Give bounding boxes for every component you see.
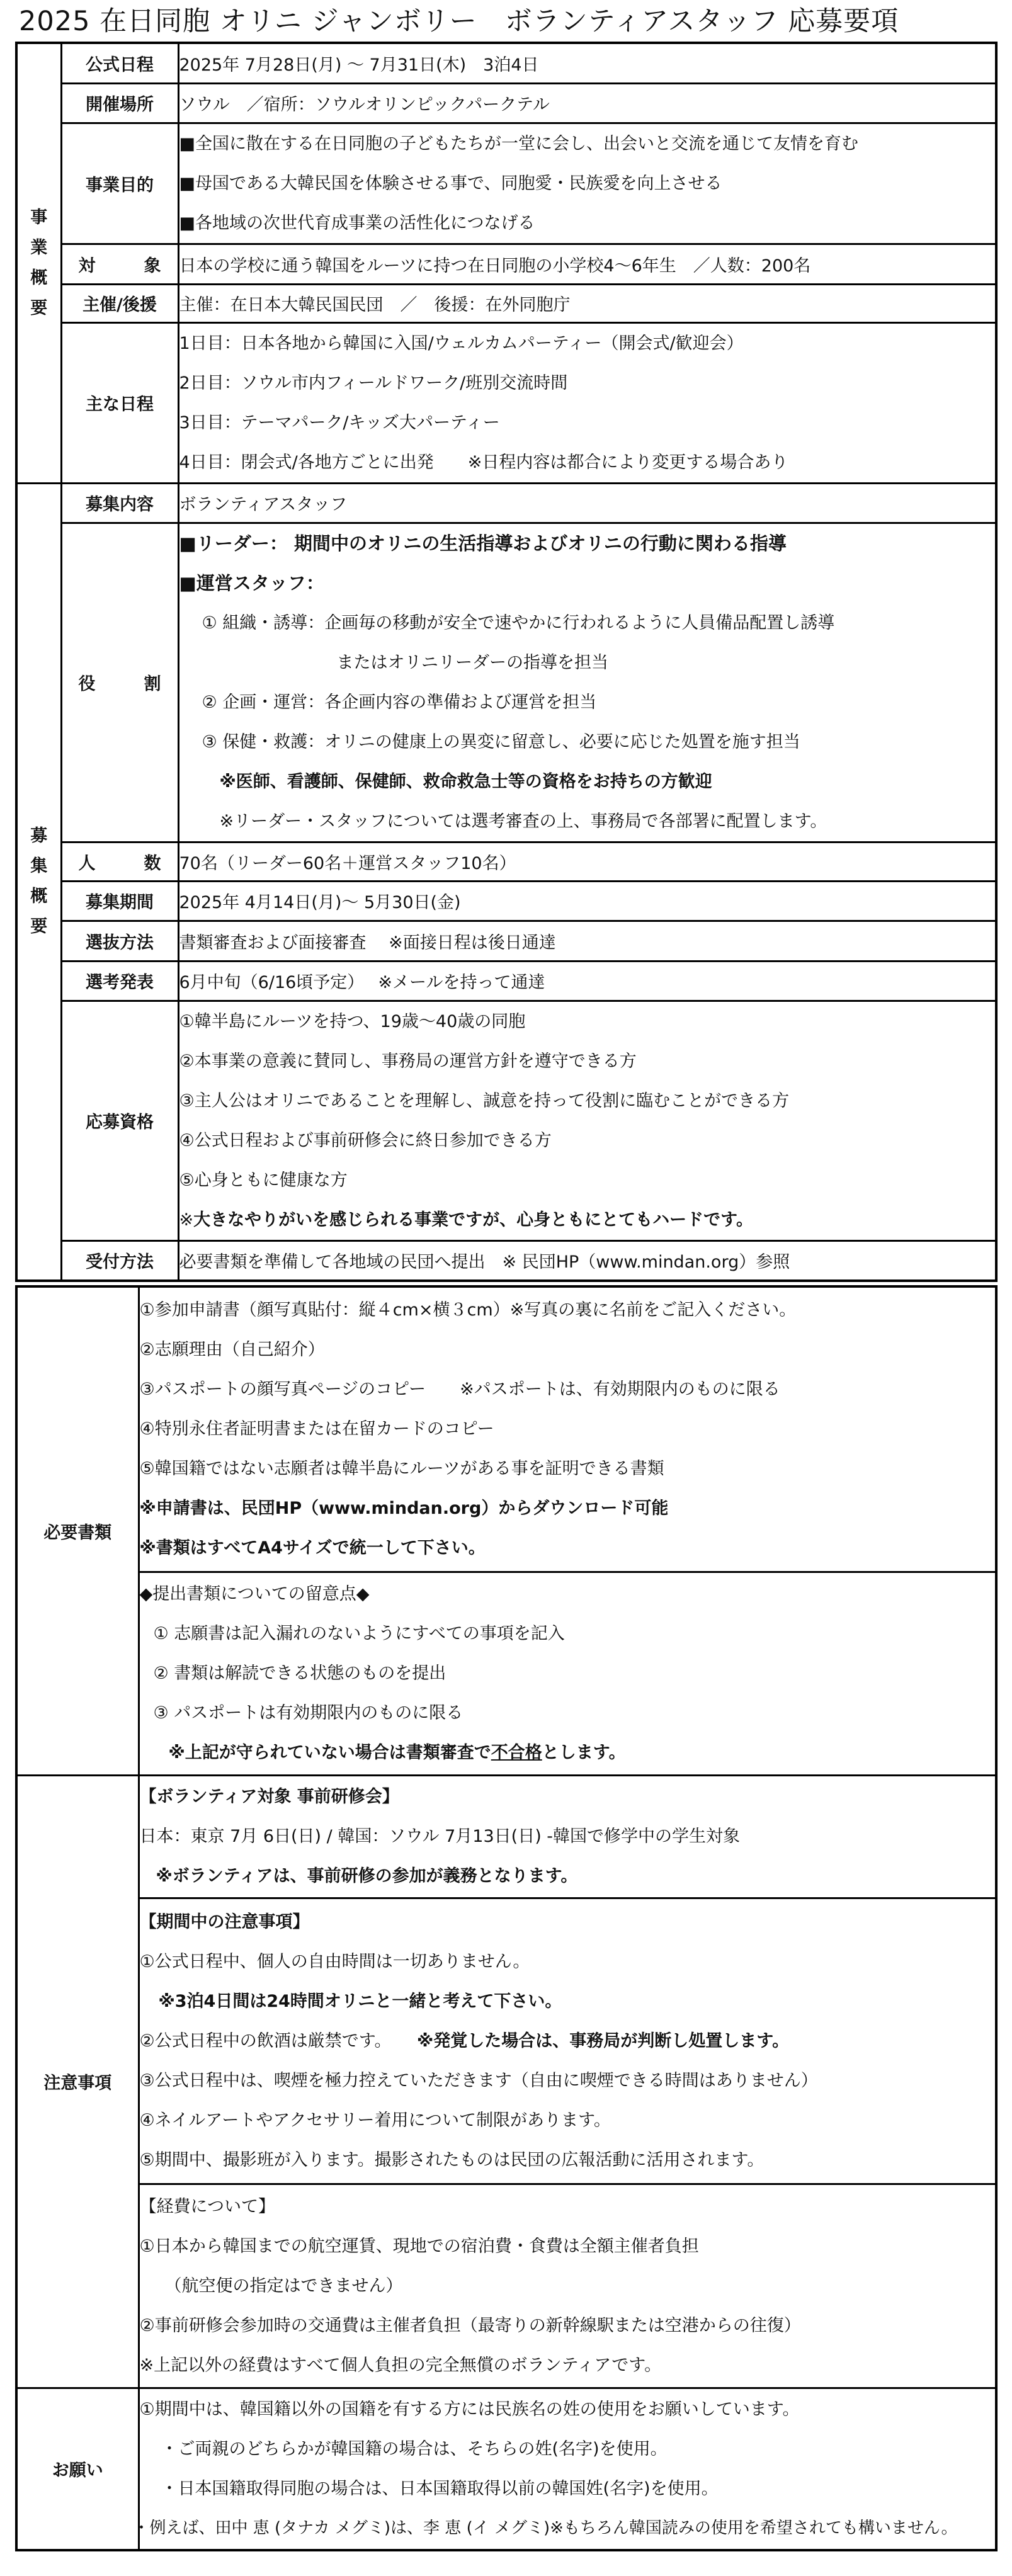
notes-training	[139, 1775, 996, 1898]
group-label-char: 業	[30, 237, 48, 258]
group-label-char: 概	[30, 268, 48, 288]
eligibility-item: ③主人公はオリニであることを理解し、誠意を持って役割に臨むことができる方	[179, 1091, 790, 1111]
group-label-char: 要	[30, 917, 48, 937]
value-main-schedule	[178, 322, 996, 483]
document-item: ①参加申請書（顔写真貼付：縦４cm×横３cm）※写真の裏に名前をご記入ください。	[139, 1300, 797, 1320]
during-item-text: ②公式日程中の飲酒は厳禁です。	[139, 2031, 418, 2051]
overview-table	[15, 42, 998, 1282]
role-staff-heading: ■運営スタッフ：	[179, 572, 324, 594]
row-recruit	[16, 483, 996, 523]
label-roles-right: 割	[144, 674, 161, 694]
during-item	[140, 2021, 996, 2061]
during-item-note: ※3泊4日間は24時間オリニと一緒と考えて下さい。	[158, 1991, 562, 2011]
eligibility-note-text: 大きなやりがいを感じられる事業ですが、心身ともにとてもハードです。	[193, 1210, 753, 1230]
role-staff-item: ② 企画・運営：各企画内容の準備および運営を担当	[202, 692, 597, 712]
caution-item: ① 志願書は記入漏れのないようにすべての事項を記入	[153, 1624, 565, 1643]
during-heading: 【期間中の注意事項】	[139, 1912, 310, 1932]
label-recruit: 募集内容	[61, 483, 178, 523]
group-label-char: 集	[30, 856, 48, 877]
label-notes: 注意事項	[16, 1775, 139, 2388]
schedule-day: 2日目：ソウル市内フィールドワーク/班別交流時間	[179, 373, 568, 393]
value-selection: 書類審査および面接審査 ※面接日程は後日通達	[178, 921, 996, 961]
document-item: ②志願理由（自己紹介）	[139, 1340, 325, 1360]
costs-item: ②事前研修会参加時の交通費は主催者負担（最寄りの新幹線駅または空港からの往復）	[139, 2315, 801, 2335]
notes-during	[139, 1898, 996, 2184]
value-venue: ソウル ／宿所：ソウルオリンピックパークテル	[178, 83, 996, 123]
row-eligibility	[16, 1001, 996, 1240]
value-target: 日本の学校に通う韓国をルーツに持つ在日同胞の小学校4～6年生 ／人数：200名	[178, 244, 996, 284]
role-leader: ■リーダー： 期間中のオリニの生活指導およびオリニの行動に関わる指導	[179, 532, 787, 554]
label-period: 募集期間	[61, 881, 178, 921]
row-notes-during	[16, 1898, 996, 2184]
document-item: ⑤韓国籍ではない志願者は韓半島にルーツがある事を証明できる書類	[139, 1459, 664, 1479]
label-schedule: 公式日程	[61, 43, 178, 83]
caution-item: ② 書類は解読できる状態のものを提出	[153, 1664, 446, 1683]
value-period: 2025年 4月14日(月)～ 5月30日(金)	[178, 881, 996, 921]
value-purpose	[178, 123, 996, 244]
row-count	[16, 842, 996, 881]
documents-list	[139, 1286, 996, 1572]
notes-costs	[139, 2184, 996, 2388]
training-heading: 【ボランティア対象 事前研修会】	[139, 1787, 399, 1807]
label-count-right: 数	[144, 853, 161, 873]
group-label-char: 事	[30, 207, 48, 227]
row-selection	[16, 921, 996, 961]
costs-item-sub: （航空便の指定はできません）	[164, 2276, 403, 2296]
label-count	[61, 842, 178, 881]
note-mark: ※	[179, 1210, 194, 1230]
documents-caution	[139, 1572, 996, 1775]
row-documents	[16, 1286, 996, 1572]
purpose-line: ■各地域の次世代育成事業の活性化につなげる	[179, 213, 535, 233]
costs-note: ※上記以外の経費はすべて個人負担の完全無償のボランティアです。	[139, 2355, 662, 2375]
value-reception: 必要書類を準備して各地域の民団へ提出 ※ 民団HP（www.mindan.org）参照	[178, 1240, 996, 1281]
eligibility-item: ①韓半島にルーツを持つ、19歳～40歳の同胞	[179, 1011, 526, 1031]
label-reception: 受付方法	[61, 1240, 178, 1281]
value-announce: 6月中旬（6/16頃予定） ※メールを持って通達	[178, 961, 996, 1001]
label-target-left: 対	[78, 256, 117, 276]
details-table	[15, 1285, 998, 2551]
label-target-right: 象	[144, 256, 161, 276]
group-label-char: 概	[30, 887, 48, 907]
eligibility-note	[179, 1200, 996, 1240]
label-count-left: 人	[78, 853, 117, 873]
label-main-schedule: 主な日程	[61, 322, 178, 483]
costs-item: ①日本から韓国までの航空運賃、現地での宿泊費・食費は全額主催者負担	[139, 2236, 699, 2256]
row-venue	[16, 83, 996, 123]
row-notes-training	[16, 1775, 996, 1898]
purpose-line: ■母国である大韓民国を体験させる事で、同胞愛・民族愛を向上させる	[179, 173, 722, 193]
group-label-business-overview	[16, 43, 61, 483]
caution-fail-note	[140, 1733, 996, 1773]
request-line: ・ご両親のどちらかが韓国籍の場合は、そちらの姓(名字)を使用。	[161, 2439, 668, 2459]
value-recruit: ボランティアスタッフ	[178, 483, 996, 523]
during-item-note: ※発覚した場合は、事務局が判断し処置します。	[417, 2031, 790, 2051]
value-roles	[178, 523, 996, 842]
role-staff-item: またはオリニリーダーの指導を担当	[336, 652, 608, 672]
document-note: ※書類はすべてA4サイズで統一して下さい。	[139, 1538, 486, 1558]
label-roles	[61, 523, 178, 842]
purpose-line: ■全国に散在する在日同胞の子どもたちが一堂に会し、出会いと交流を通じて友情を育む	[179, 133, 859, 154]
costs-heading: 【経費について】	[139, 2196, 275, 2216]
document-item: ③パスポートの顔写真ページのコピー ※パスポートは、有効期限内のものに限る	[139, 1380, 780, 1400]
during-item: ③公式日程中は、喫煙を極力控えていただきます（自由に喫煙できる時間はありません）	[139, 2070, 818, 2091]
value-count: 70名（リーダー60名＋運営スタッフ10名）	[178, 842, 996, 881]
label-eligibility: 応募資格	[61, 1001, 178, 1240]
role-assign-note: ※リーダー・スタッフについては選考審査の上、事務局で各部署に配置します。	[219, 811, 827, 831]
row-schedule	[16, 43, 996, 83]
label-venue: 開催場所	[61, 83, 178, 123]
page-title: 2025 在日同胞 オリニ ジャンボリー ボランティアスタッフ 応募要項	[19, 6, 899, 37]
during-item: ④ネイルアートやアクセサリー着用について制限があります。	[139, 2110, 611, 2130]
document-item: ④特別永住者証明書または在留カードのコピー	[139, 1419, 494, 1439]
schedule-day: 4日目：閉会式/各地方ごとに出発 ※日程内容は都合により変更する場合あり	[179, 452, 788, 472]
row-announce	[16, 961, 996, 1001]
label-roles-left: 役	[78, 674, 117, 694]
value-eligibility	[178, 1001, 996, 1240]
group-label-char: 要	[30, 298, 48, 318]
during-item: ①公式日程中、個人の自由時間は一切ありません。	[139, 1951, 530, 1972]
label-documents: 必要書類	[16, 1286, 139, 1775]
row-notes-costs	[16, 2184, 996, 2388]
role-welcome-note: ※医師、看護師、保健師、救命救急士等の資格をお持ちの方歓迎	[219, 771, 712, 792]
label-announce: 選考発表	[61, 961, 178, 1001]
row-purpose	[16, 123, 996, 244]
document-note: ※申請書は、民団HP（www.mindan.org）からダウンロード可能	[139, 1499, 669, 1519]
row-request	[16, 2388, 996, 2550]
label-request: お願い	[16, 2388, 139, 2550]
request-line: ・日本国籍取得同胞の場合は、日本国籍取得以前の韓国姓(名字)を使用。	[161, 2478, 719, 2499]
eligibility-item: ④公式日程および事前研修会に終日参加できる方	[179, 1130, 552, 1150]
eligibility-item: ②本事業の意義に賛同し、事務局の運営方針を遵守できる方	[179, 1051, 637, 1071]
value-organizer: 主催：在日本大韓民国民団 ／ 後援：在外同胞庁	[178, 284, 996, 322]
group-label-char: 募	[30, 826, 48, 846]
request-line: ①期間中は、韓国籍以外の国籍を有する方には民族名の姓の使用をお願いしています。	[139, 2399, 800, 2419]
label-selection: 選抜方法	[61, 921, 178, 961]
row-roles	[16, 523, 996, 842]
fail-note-text: とします。	[542, 1743, 626, 1762]
row-period	[16, 881, 996, 921]
role-staff-item: ① 組織・誘導：企画毎の移動が安全で速やかに行われるように人員備品配置し誘導	[202, 613, 835, 633]
value-schedule: 2025年 7月28日(月) ～ 7月31日(木) 3泊4日	[178, 43, 996, 83]
fail-note-text: ※上記が守られていない場合は書類審査で	[168, 1743, 491, 1762]
row-target	[16, 244, 996, 284]
schedule-day: 1日目：日本各地から韓国に入国/ウェルカムパーティー（開会式/歓迎会）	[179, 333, 744, 353]
label-purpose: 事業目的	[61, 123, 178, 244]
schedule-day: 3日目：テーマパーク/キッズ大パーティー	[179, 412, 500, 433]
fail-note-emphasis: 不合格	[491, 1743, 542, 1762]
row-reception	[16, 1240, 996, 1281]
caution-heading: ◆提出書類についての留意点◆	[139, 1584, 370, 1604]
training-note: ※ボランティアは、事前研修の参加が義務となります。	[156, 1866, 578, 1886]
role-staff-item: ③ 保健・救護：オリニの健康上の異変に留意し、必要に応じた処置を施す担当	[202, 732, 800, 752]
request-list	[133, 2388, 996, 2550]
training-dates: 日本：東京 7月 6日(日) / 韓国：ソウル 7月13日(日) -韓国で修学中の学生対象	[139, 1827, 741, 1846]
label-organizer: 主催/後援	[61, 284, 178, 322]
eligibility-item: ⑤心身ともに健康な方	[179, 1170, 348, 1190]
group-label-recruit-overview	[16, 483, 61, 1281]
row-main-schedule	[16, 322, 996, 483]
caution-item: ③ パスポートは有効期限内のものに限る	[153, 1703, 463, 1723]
request-line: ・例えば、田中 恵 (タナカ メグミ)は、李 恵 (イ メグミ)※もちろん韓国読みの使用を希望されても構いません。	[133, 2518, 958, 2538]
during-item: ⑤期間中、撮影班が入ります。撮影されたものは民団の広報活動に活用されます。	[139, 2150, 765, 2170]
label-target	[61, 244, 178, 284]
row-documents-caution	[16, 1572, 996, 1775]
row-organizer	[16, 284, 996, 322]
